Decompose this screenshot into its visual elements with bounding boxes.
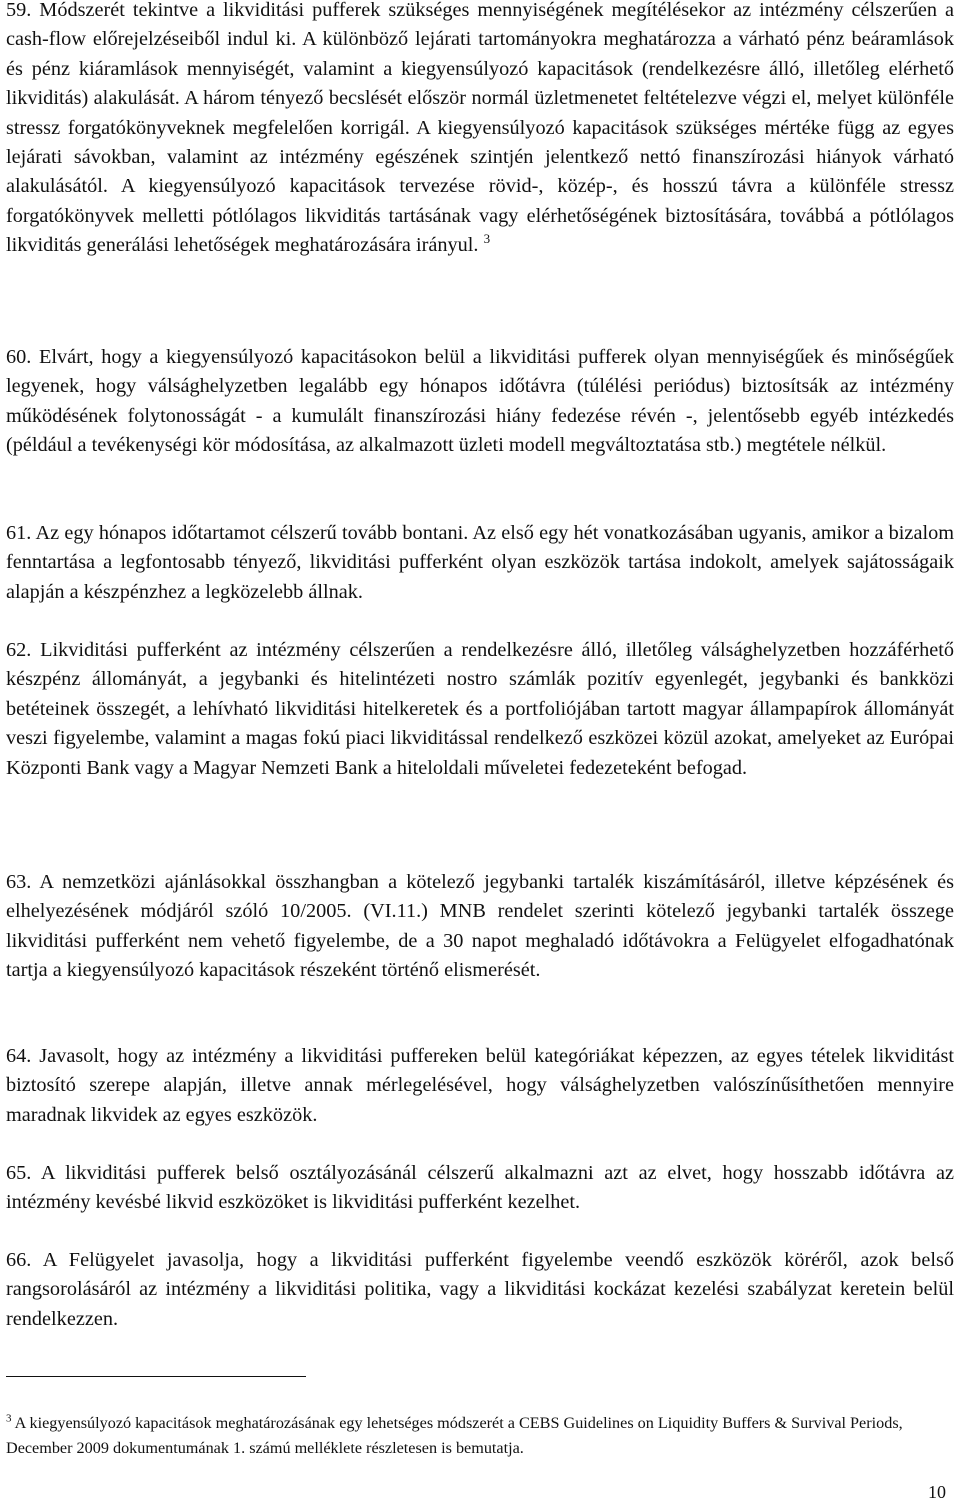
footnote-separator xyxy=(6,1376,306,1377)
paragraph-60: 60. Elvárt, hogy a kiegyensúlyozó kapacitásokon belül a likviditási pufferek olyan mennyiségűek és minőségűek legyenek, hogy válsághelyzetben legalább egy hónapos időtávra (túlélési periódus) biztosítsák az intézmény működésének folytonosságát - a kumulált finanszírozási hiány fedezése révén -, jelentősebb egyéb intézkedés (például a tevékenységi kör módosítása, az alkalmazott üzleti modell megváltoztatása stb.) megtétele nélkül. xyxy=(6,346,954,457)
footnote-reference[interactable]: 3 xyxy=(483,231,491,247)
footnote-marker: 3 xyxy=(6,1412,12,1425)
page-number: 10 xyxy=(928,1482,946,1502)
paragraph-59-text: 59. Módszerét tekintve a likviditási pufferek szükséges mennyiségének megítélésekor az intézmény célszerűen a cash-flow előrejelzéseiből indul ki. A különböző lejárati tartományokra meghatározza a várható pénz beáramlások és pénz kiáramlások mennyiségét, valamint a kiegyensúlyozó kapacitások (rendelkezésre álló, illetőleg elérhető likviditás) alakulását. A három tényező becslését először normál üzletmenetet feltételezve végzi el, melyet különféle stressz forgatókönyveknek megfelelően korrigál. A kiegyensúlyozó kapacitások szükséges mértéke függ az egyes lejárati sávokban, valamint az intézmény egészének szintjén jelentkező nettó finanszírozási hiányok várható alakulásától. A kiegyensúlyozó kapacitások tervezése rövid-, közép-, és hosszú távra a különféle stressz forgatókönyvek melletti pótlólagos likviditás tartásának vagy elérhetőségének biztosítására, továbbá a pótlólagos likviditás generálási lehetőségek meghatározására irányul. xyxy=(6,0,954,257)
paragraph-66: 66. A Felügyelet javasolja, hogy a likviditási pufferként figyelembe veendő eszközök köréről, azok belső rangsorolásáról az intézmény a likviditási politika, vagy a likviditási kockázat kezelési szabályzat keretein belül rendelkezzen. xyxy=(6,1249,954,1330)
paragraph-61: 61. Az egy hónapos időtartamot célszerű tovább bontani. Az első egy hét vonatkozásában ugyanis, amikor a bizalom fenntartása a legfontosabb tényező, likviditási pufferként olyan eszközök tartása indokolt, amelyek sajátosságaik alapján a készpénzhez a legközelebb állnak. xyxy=(6,522,954,603)
paragraph-64: 64. Javasolt, hogy az intézmény a likviditási puffereken belül kategóriákat képezzen, az egyes tételek likviditást biztosító szerepe alapján, illetve annak mérlegelésével, hogy válsághelyzetben valószínűsíthetően mennyire maradnak likvidek az egyes eszközök. xyxy=(6,1045,954,1126)
paragraph-65: 65. A likviditási pufferek belső osztályozásánál célszerű alkalmazni azt az elvet, hogy hosszabb időtávra az intézmény kevésbé likvid eszközöket is likviditási pufferként kezelhet. xyxy=(6,1162,954,1214)
paragraph-63: 63. A nemzetközi ajánlásokkal összhangban a kötelező jegybanki tartalék kiszámításáról, illetve képzésének és elhelyezésének módjáról szóló 10/2005. (VI.11.) MNB rendelet szerinti kötelező jegybanki tartalék összege likviditási pufferként nem vehető figyelembe, de a 30 napot meghaladó időtávokra a Felügyelet elfogadhatónak tartja a kiegyensúlyozó kapacitások részeként történő elismerését. xyxy=(6,871,954,982)
footnote-text: A kiegyensúlyozó kapacitások meghatározásának egy lehetséges módszerét a CEBS Guidelines on Liquidity Buffers & Survival Periods, December 2009 dokumentumának 1. számú melléklete részletesen is bemutatja. xyxy=(6,1414,903,1457)
paragraph-62: 62. Likviditási pufferként az intézmény célszerűen a rendelkezésre álló, illetőleg válsághelyzetben hozzáférhető készpénz állományát, a jegybanki és hitelintézeti nostro számlák pozitív egyenlegét, jegybanki és bankközi betéteinek összegét, a lehívható likviditási hitelkeretek és a portfoliójában tartott magyar állampapírok állományát veszi figyelembe, valamint a magas fokú piaci likviditással rendelkező eszközei közül azokat, amelyeket az Európai Központi Bank vagy a Magyar Nemzeti Bank a hiteloldali műveletei fedezeteként befogad. xyxy=(6,639,954,779)
footnote xyxy=(6,1411,954,1461)
paragraph-59 xyxy=(6,0,954,261)
